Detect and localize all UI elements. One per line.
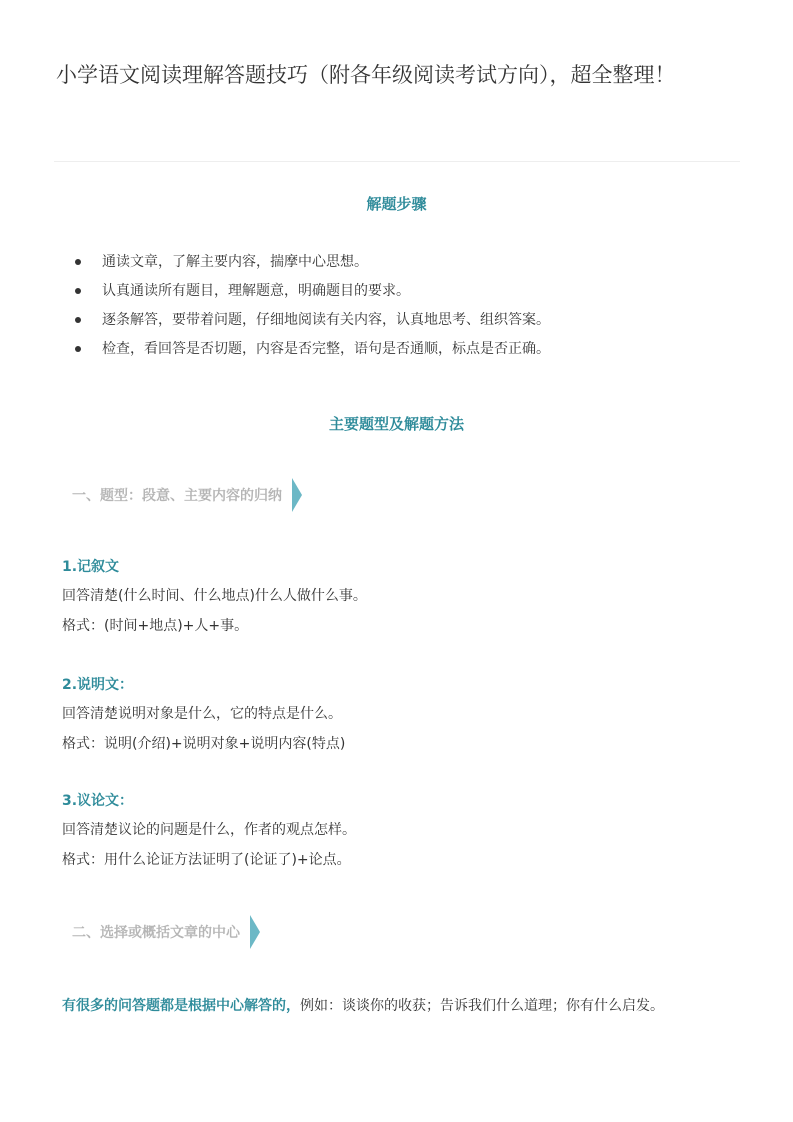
section-two-header xyxy=(72,917,260,947)
body-text: 回答清楚议论的问题是什么，作者的观点怎样。 xyxy=(62,822,356,838)
methods-heading: 主要题型及解题方法 xyxy=(328,415,464,433)
divider xyxy=(54,161,740,162)
arrow-icon xyxy=(250,915,260,949)
step-text: 检查，看回答是否切题，内容是否完整，语句是否通顺，标点是否正确。 xyxy=(102,341,550,357)
section-one-header xyxy=(72,480,302,510)
paragraph-text: 例如：谈谈你的收获；告诉我们什么道理；你有什么启发。 xyxy=(300,998,664,1014)
bullet-icon xyxy=(75,317,81,323)
subsection-title: 3.议论文： xyxy=(62,793,134,809)
paragraph xyxy=(62,990,742,1022)
subsection-title: 1.记叙文 xyxy=(62,559,120,575)
arrow-icon xyxy=(292,478,302,512)
step-text: 认真通读所有题目，理解题意，明确题目的要求。 xyxy=(102,283,410,299)
list-item xyxy=(0,250,793,274)
subsection-title: 2.说明文： xyxy=(62,677,134,693)
body-text: 回答清楚(什么时间、什么地点)什么人做什么事。 xyxy=(62,588,367,604)
steps-heading: 解题步骤 xyxy=(366,195,427,213)
list-item xyxy=(0,308,793,332)
section-label: 二、选择或概括文章的中心 xyxy=(72,925,240,941)
section-label: 一、题型：段意、主要内容的归纳 xyxy=(72,488,282,504)
body-text: 格式：用什么论证方法证明了(论证了)+论点。 xyxy=(62,852,351,868)
page-title: 小学语文阅读理解答题技巧（附各年级阅读考试方向），超全整理！ xyxy=(56,63,676,87)
highlight-text: 有很多的问答题都是根据中心解答的， xyxy=(62,998,300,1014)
list-item xyxy=(0,337,793,361)
step-text: 逐条解答，要带着问题，仔细地阅读有关内容，认真地思考、组织答案。 xyxy=(102,312,550,328)
bullet-icon xyxy=(75,346,81,352)
bullet-icon xyxy=(75,259,81,265)
step-text: 通读文章，了解主要内容，揣摩中心思想。 xyxy=(102,254,368,270)
bullet-icon xyxy=(75,288,81,294)
body-text: 格式：说明(介绍)+说明对象+说明内容(特点) xyxy=(62,736,346,752)
list-item xyxy=(0,279,793,303)
body-text: 回答清楚说明对象是什么，它的特点是什么。 xyxy=(62,706,342,722)
body-text: 格式：(时间+地点)+人+事。 xyxy=(62,618,249,634)
